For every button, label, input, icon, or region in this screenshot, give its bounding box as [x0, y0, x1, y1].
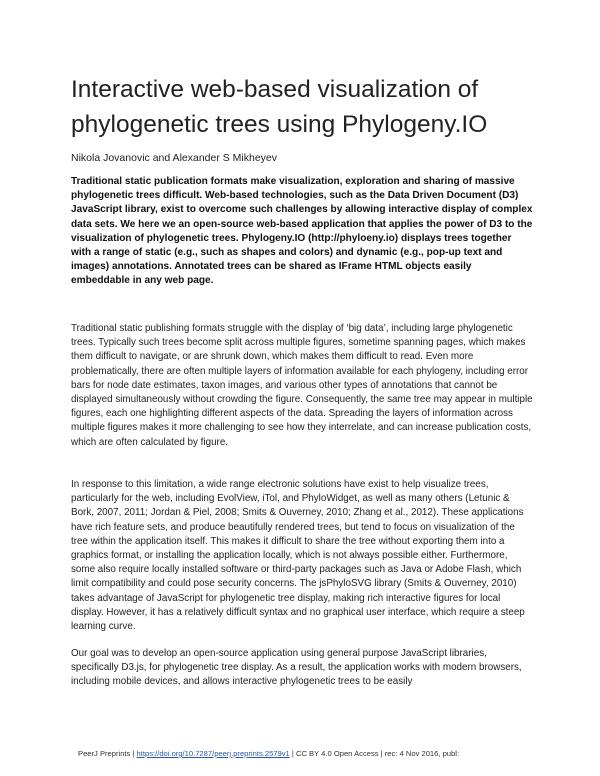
body-paragraph-3: Our goal was to develop an open-source application using general purpose JavaScript libraries, specifically D3.js, for phylogenetic tree display. As a result, the application works with modern browsers, including mobile devices, and allows interactive phylogenetic trees to be easily — [71, 648, 522, 688]
body-paragraph-2: In response to this limitation, a wide range electronic solutions have exist to help visualize trees, particularly for the web, including EvolView, iTol, and PhyloWidget, as well as many others (Letunic & Bork, 2007, 2011; Jordan & Piel, 2008; Smits & Ouverney, 2010; Zhang et al., 2012). These applications have rich feature sets, and produce beautifully rendered trees, but tend to focus on visualization of the tree within the application itself. This makes it difficult to share the tree without exporting them into a graphics format, or installing the application locally, which is not always possible either. Furthermore, some also require locally installed software or third-party packages such as Java or Adobe Flash, which limit compatibility and could pose security concerns. The jsPhyloSVG library (Smits & Ouverney, 2010) takes advantage of JavaScript for phylogenetic tree display, making rich interactive figures for local display. However, it has a relatively difficult syntax and no graphical user interface, which require a steep learning curve. — [71, 479, 525, 633]
footer-suffix: | CC BY 4.0 Open Access | rec: 4 Nov 2016, publ: — [289, 749, 460, 758]
body-paragraph-1: Traditional static publishing formats struggle with the display of ‘big data’, including large phylogenetic trees. Typically such trees become split across multiple figures, sometime spanning pages, which makes them difficult to navigate, or are shrunk down, which makes them difficult to read. Even more problematically, there are often multiple layers of information available for each phylogeny, including error bars for node date estimates, taxon images, and various other types of annotations that cannot be displayed simultaneously without crowding the figure. Consequently, the same tree may appear in multiple figures, each one highlighting different aspects of the data. Spreading the layers of information across multiple figures makes it more challenging to see how they interrelate, and can increase publication costs, which are often calculated by figure. — [71, 323, 533, 448]
preprint-footer — [78, 749, 459, 759]
footer-prefix: PeerJ Preprints | — [78, 749, 137, 758]
paper-abstract: Traditional static publication formats make visualization, exploration and sharing of massive phylogenetic trees difficult. Web-based technologies, such as the Data Driven Document (D3) JavaScript library, exist to overcome such challenges by allowing interactive display of complex data sets. We here we an open-source web-based application that applies the power of D3 to the visualization of phylogenetic trees. Phylogeny.IO (http://phyloeny.io) displays trees together with a range of static (e.g., such as shapes and colors) and dynamic (e.g., pop-up text and images) annotations. Annotated trees can be shared as IFrame HTML objects easily embeddable in any web page. — [71, 176, 533, 287]
paper-title: Interactive web-based visualization of phylogenetic trees using Phylogeny.IO — [71, 76, 488, 138]
doi-link[interactable]: https://doi.org/10.7287/peerj.preprints.2579v1 — [136, 749, 290, 758]
paper-authors: Nikola Jovanovic and Alexander S Mikheyev — [71, 152, 278, 164]
